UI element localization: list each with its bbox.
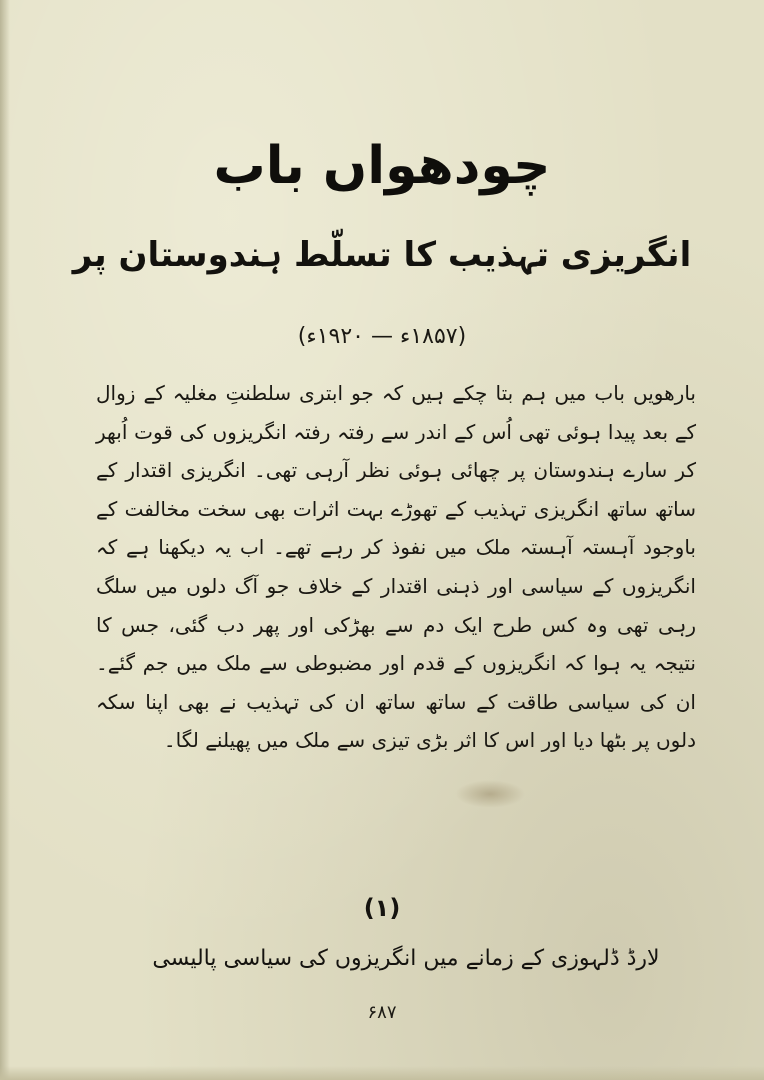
chapter-date-range: (۱۸۵۷ء — ۱۹۲۰ء): [297, 324, 467, 349]
chapter-subheading: انگریزی تہذیب کا تسلّط ہندوستان پر: [72, 235, 692, 275]
section-number: (۱): [363, 894, 401, 922]
chapter-heading: چودھواں باب: [213, 136, 551, 196]
body-paragraph: بارھویں باب میں ہم بتا چکے ہیں کہ جو ابتری سلطنتِ مغلیہ کے زوال کے بعد پیدا ہوئی تھی اُس کے اندر سے رفتہ رفتہ انگریزوں کی قوت اُبھر کر سارے ہندوستان پر چھائی ہوئی نظر آرہی تھی۔ انگریزی اقتدار کے ساتھ ساتھ انگریزی تہذیب کے تھوڑے بہت اثرات بھی سخت مخالفت کے باوجود آہستہ آہستہ ملک میں نفوذ کر رہے تھے۔ اب یہ دیکھنا ہے کہ انگریزوں کے سیاسی اور ذہنی اقتدار کے خلاف جو آگ دلوں میں سلگ رہی تھی وہ کس طرح ایک دم سے بھڑکی اور پھر دب گئی، جس کا نتیجہ یہ ہوا کہ انگریزوں کے قدم اور مضبوطی سے ملک میں جم گئے۔ ان کی سیاسی طاقت کے ساتھ ساتھ ان کی تہذیب نے بھی اپنا سکہ دلوں پر بٹھا دیا اور اس کا اثر بڑی تیزی سے ملک میں پھیلنے لگا۔: [96, 381, 696, 753]
section-title: لارڈ ڈلہوزی کے زمانے میں انگریزوں کی سیاسی پالیسی: [152, 946, 660, 971]
page-number: ۶۸۷: [367, 1002, 397, 1023]
ink-smudge: [455, 780, 525, 808]
page-bottom-edge: [0, 1066, 764, 1080]
